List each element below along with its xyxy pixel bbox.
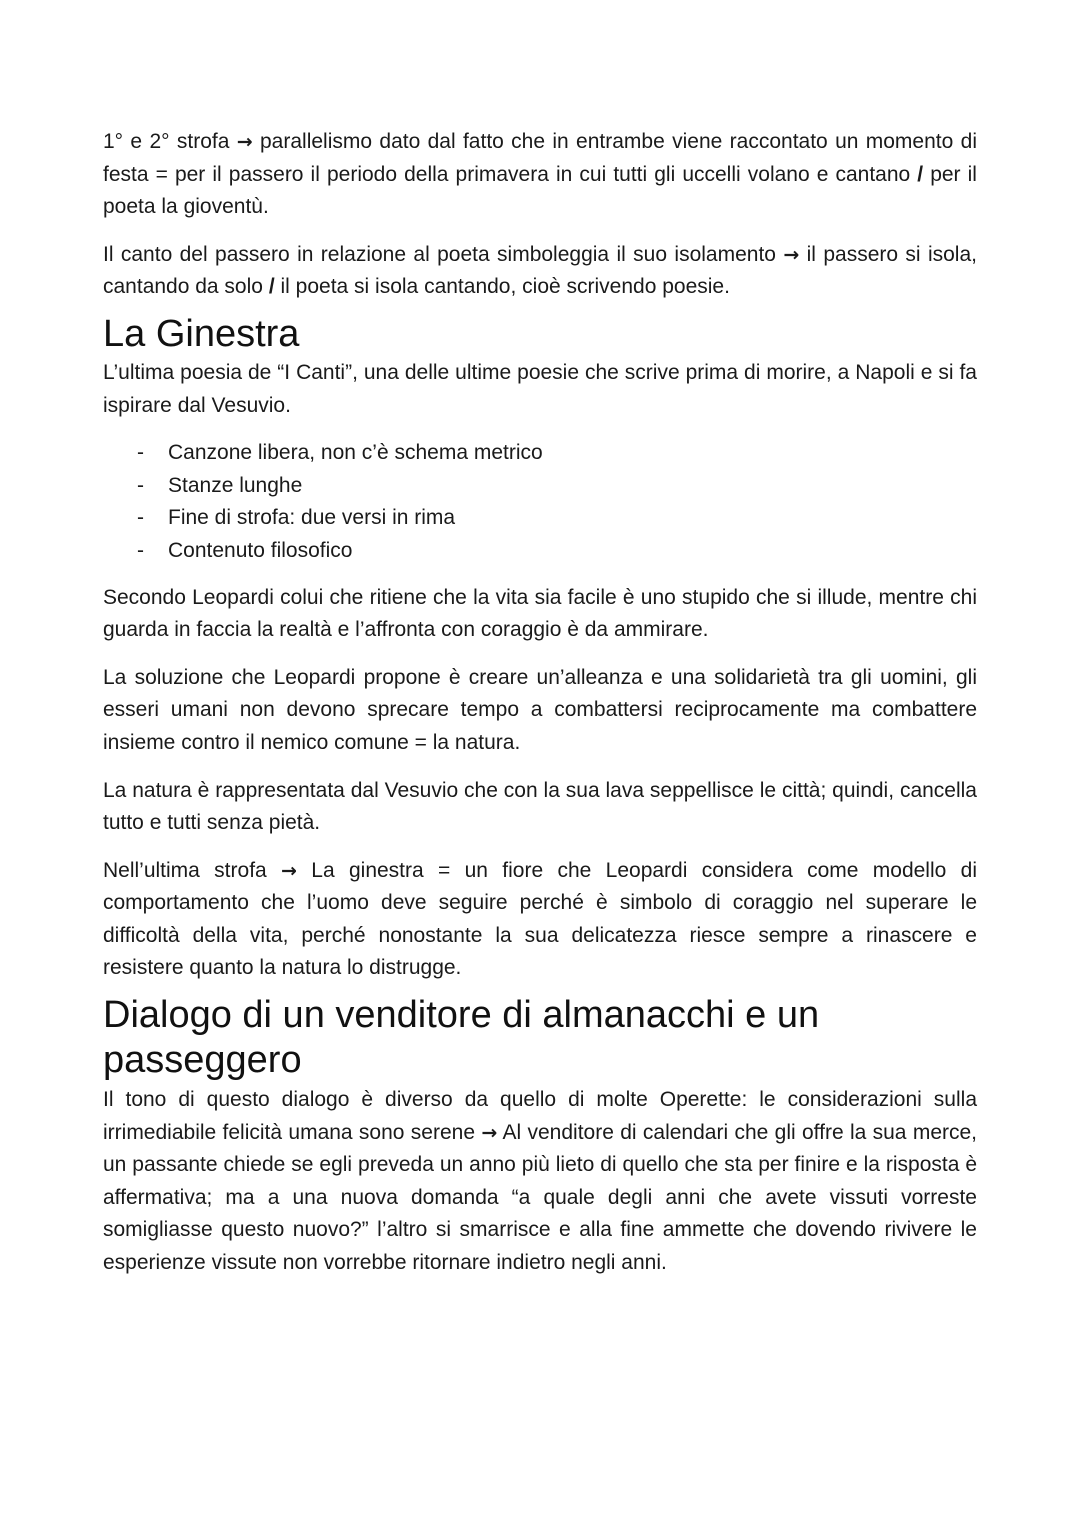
text-run: parallelismo dato dal fatto che in entrambe viene raccontato un momento di festa = per il passero il periodo della primavera in cui tutti gli uccelli volano e cantano bbox=[103, 130, 977, 186]
ginestra-paragraph-soluzione: La soluzione che Leopardi propone è creare un’alleanza e una solidarietà tra gli uomini, gli esseri umani non devono sprecare tempo a combattersi reciprocamente ma combattere insieme contro il nemico comune = la natura. bbox=[103, 665, 977, 754]
text-run: La ginestra = un fiore che Leopardi considera come modello di comportamento che l’uomo deve seguire perché è simbolo di coraggio nel superare le difficoltà della vita, perché nonostante la sua delicatezza riesce sempre a rinascere e resistere quanto la natura lo distrugge. bbox=[103, 858, 977, 980]
list-item-text: Stanze lunghe bbox=[168, 473, 303, 497]
text-run: Il canto del passero in relazione al poeta simboleggia il suo isolamento bbox=[103, 242, 776, 266]
text-run: per il poeta la gioventù. bbox=[103, 162, 977, 219]
list-item-text: Fine di strofa: due versi in rima bbox=[168, 506, 456, 530]
dash-bullet: - bbox=[137, 538, 144, 562]
document-page bbox=[103, 126, 977, 1295]
heading-line: passeggero bbox=[103, 1039, 302, 1082]
list-item-text: Canzone libera, non c’è schema metrico bbox=[168, 441, 543, 465]
dialogo-paragraph bbox=[103, 1084, 977, 1280]
text-run: il passero si isola, cantando da solo bbox=[103, 242, 977, 299]
section-heading-dialogo bbox=[103, 993, 977, 1083]
intro-paragraph-strofe bbox=[103, 126, 977, 224]
section-heading-ginestra: La Ginestra bbox=[103, 312, 300, 355]
ginestra-paragraph-natura: La natura è rappresentata dal Vesuvio che con la sua lava seppellisce le città; quindi, cancella tutto e tutti senza pietà. bbox=[103, 778, 977, 835]
arrow-icon: → bbox=[281, 859, 297, 882]
list-item bbox=[103, 535, 977, 568]
ginestra-paragraph-vita: Secondo Leopardi colui che ritiene che la vita sia facile è uno stupido che si illude, mentre chi guarda in faccia la realtà e l’affronta con coraggio è da ammirare. bbox=[103, 585, 977, 642]
ginestra-features-list bbox=[103, 437, 977, 567]
slash-separator: / bbox=[917, 162, 924, 186]
list-item bbox=[103, 437, 977, 470]
arrow-icon: → bbox=[481, 1121, 498, 1144]
ginestra-paragraph-ultima-strofa bbox=[103, 855, 977, 985]
text-run: il poeta si isola cantando, cioè scrivendo poesie. bbox=[280, 275, 730, 299]
arrow-icon: → bbox=[236, 131, 253, 153]
text-run: Il tono di questo dialogo è diverso da quello di molte Operette: le considerazioni sulla irrimediabile felicità umana sono serene bbox=[103, 1088, 977, 1144]
text-run: 1° e 2° strofa bbox=[103, 130, 230, 153]
dash-bullet: - bbox=[137, 506, 144, 530]
list-item-text: Contenuto filosofico bbox=[168, 538, 353, 562]
intro-paragraph-canto bbox=[103, 239, 977, 304]
text-run: Al venditore di calendari che gli offre la sua merce, un passante chiede se egli preveda un anno più lieto di quello che sta per finire e la risposta è affermativa; ma a una nuova domanda “a quale degli anni che avete vissuti vorreste somigliasse questo nuovo?” l’altro si smarrisce e alla fine ammette che dovendo rivivere le esperienze vissute non vorrebbe ritornare indietro negli anni. bbox=[103, 1120, 978, 1275]
arrow-icon: → bbox=[783, 243, 800, 266]
ginestra-intro-paragraph: L’ultima poesia de “I Canti”, una delle ultime poesie che scrive prima di morire, a Napoli e si fa ispirare dal Vesuvio. bbox=[103, 360, 977, 417]
slash-separator: / bbox=[268, 275, 275, 299]
dash-bullet: - bbox=[137, 441, 144, 465]
list-item bbox=[103, 502, 977, 535]
dash-bullet: - bbox=[137, 473, 144, 497]
text-run: Nell’ultima strofa bbox=[103, 858, 267, 882]
heading-line: Dialogo di un venditore di almanacchi e un bbox=[103, 994, 820, 1037]
list-item bbox=[103, 470, 977, 503]
